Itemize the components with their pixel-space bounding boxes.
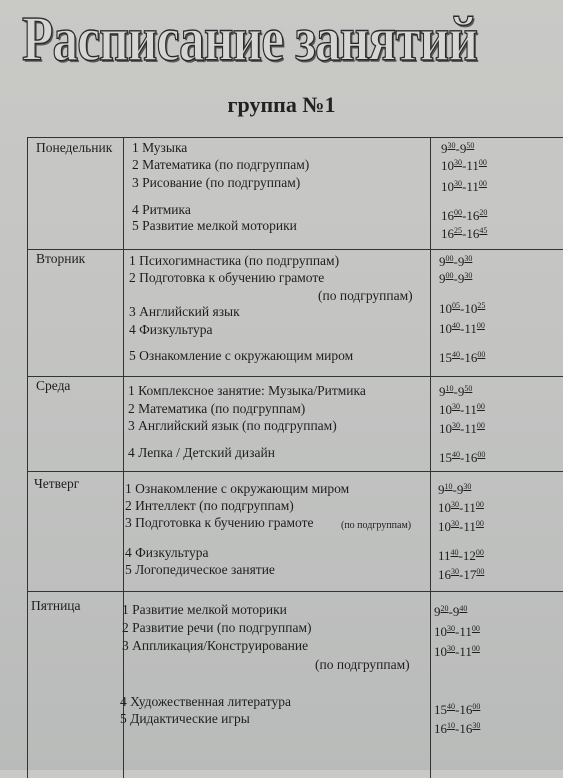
time-end-minutes: 30 (464, 271, 473, 280)
time-separator: - (459, 500, 464, 515)
time-start-minutes: 30 (447, 141, 456, 150)
time-start-hour: 10 (438, 519, 451, 534)
schedule-table (27, 137, 563, 778)
lesson-item: 2 Интеллект (по подгруппам) (125, 498, 294, 513)
time-end-minutes: 25 (477, 301, 486, 310)
row-divider (28, 376, 563, 377)
time-end-hour: 11 (464, 421, 477, 436)
lesson-item: 3 Английский язык (129, 304, 240, 319)
day-label: Четверг (34, 476, 80, 491)
time-end-hour: 17 (463, 567, 477, 582)
time-slot (439, 254, 472, 270)
time-end-minutes: 45 (479, 226, 488, 235)
time-end-hour: 11 (459, 644, 472, 659)
lesson-item: 4 Художественная литература (120, 694, 292, 709)
time-slot (441, 226, 487, 242)
time-slot (438, 482, 471, 498)
time-start-minutes: 25 (454, 226, 462, 235)
time-start-minutes: 30 (454, 158, 462, 167)
time-start-minutes: 30 (452, 421, 460, 430)
lesson-item: 3 Английский язык (по подгруппам) (128, 418, 337, 433)
time-end-hour: 9 (452, 604, 460, 619)
time-end-hour: 11 (464, 321, 477, 336)
lesson-item: 4 Физкультура (129, 322, 213, 337)
time-separator: - (455, 141, 460, 156)
time-start-minutes: 40 (452, 450, 460, 459)
lesson-item: 1 Комплексное занятие: Музыка/Ритмика (128, 383, 366, 398)
time-end-minutes: 00 (477, 350, 486, 359)
time-slot (438, 519, 484, 535)
time-end-minutes: 00 (475, 500, 484, 509)
time-start-hour: 11 (438, 548, 451, 563)
time-slot (439, 271, 472, 287)
lesson-item: (по подгруппам) (341, 520, 412, 531)
lesson-item: 3 Рисование (по подгруппам) (132, 175, 301, 190)
day-label: Пятница (31, 598, 81, 613)
lesson-item: 2 Математика (по подгруппам) (128, 401, 306, 416)
time-slot (439, 450, 485, 466)
page-title: Расписание занятий (22, 3, 478, 74)
time-start-hour: 10 (441, 179, 454, 194)
row-divider (28, 471, 563, 472)
time-end-hour: 16 (466, 226, 480, 241)
time-end-minutes: 00 (471, 624, 480, 633)
time-start-minutes: 40 (450, 548, 459, 557)
time-end-minutes: 00 (476, 421, 485, 430)
time-slot (438, 567, 484, 583)
time-separator: - (459, 519, 464, 534)
time-slot (439, 321, 485, 337)
lesson-item: 4 Лепка / Детский дизайн (128, 445, 275, 460)
time-slot (439, 301, 485, 317)
time-end-hour: 16 (459, 702, 473, 717)
time-start-hour: 9 (439, 384, 446, 399)
time-end-hour: 11 (466, 179, 479, 194)
lesson-item: 2 Математика (по подгруппам) (132, 157, 310, 172)
time-start-minutes: 20 (440, 604, 449, 613)
time-start-hour: 15 (439, 450, 452, 465)
lesson-item: 5 Логопедическое занятие (125, 562, 275, 577)
time-slot (439, 421, 485, 437)
time-start-hour: 15 (439, 350, 452, 365)
time-start-minutes: 00 (445, 271, 454, 280)
time-separator: - (455, 624, 460, 639)
lesson-item: 4 Ритмика (132, 202, 191, 217)
time-start-hour: 10 (434, 624, 447, 639)
day-label: Понедельник (36, 140, 113, 155)
time-start-minutes: 30 (447, 624, 455, 633)
time-start-minutes: 40 (452, 321, 460, 330)
time-start-hour: 9 (439, 254, 446, 269)
time-separator: - (460, 421, 465, 436)
time-separator: - (455, 702, 460, 717)
time-separator: - (460, 301, 465, 316)
time-slot (434, 702, 480, 718)
time-start-hour: 10 (441, 158, 454, 173)
time-slot (438, 500, 484, 516)
time-end-minutes: 00 (477, 450, 486, 459)
time-start-minutes: 30 (451, 500, 459, 509)
time-end-hour: 9 (459, 141, 467, 156)
time-end-minutes: 00 (478, 158, 487, 167)
lesson-item: 2 Подготовка к обучению грамоте (129, 270, 325, 285)
column-divider (123, 138, 124, 778)
time-start-minutes: 30 (452, 402, 460, 411)
time-separator: - (452, 482, 457, 497)
time-separator: - (460, 402, 465, 417)
time-end-hour: 10 (464, 301, 478, 316)
time-start-hour: 16 (441, 208, 454, 223)
time-start-minutes: 30 (447, 644, 455, 653)
time-end-minutes: 00 (476, 402, 485, 411)
time-start-hour: 10 (438, 500, 451, 515)
time-end-minutes: 30 (464, 254, 473, 263)
time-slot (441, 179, 487, 195)
time-end-hour: 16 (466, 208, 480, 223)
lesson-item: 3 Аппликация/Конструирование (122, 638, 309, 653)
time-separator: - (462, 226, 467, 241)
time-start-hour: 16 (438, 567, 451, 582)
time-separator: - (460, 450, 465, 465)
time-start-minutes: 00 (445, 254, 454, 263)
time-start-hour: 16 (441, 226, 454, 241)
time-slot (441, 208, 487, 224)
time-slot (434, 604, 467, 620)
time-end-minutes: 00 (471, 644, 480, 653)
time-end-minutes: 50 (466, 141, 475, 150)
time-separator: - (462, 158, 467, 173)
time-end-minutes: 00 (476, 321, 485, 330)
lesson-item: 2 Развитие речи (по подгруппам) (122, 620, 312, 635)
time-separator: - (453, 271, 458, 286)
lesson-item: 3 Подготовка к бучению грамоте (125, 515, 314, 530)
lesson-item: (по подгруппам) (318, 288, 413, 303)
row-divider (28, 249, 563, 250)
time-start-hour: 10 (439, 421, 452, 436)
time-start-hour: 9 (438, 482, 445, 497)
time-start-hour: 9 (441, 141, 448, 156)
time-separator: - (459, 567, 464, 582)
time-start-hour: 16 (434, 721, 447, 736)
time-end-minutes: 20 (479, 208, 488, 217)
time-slot (434, 721, 480, 737)
lesson-item: 5 Ознакомление с окружающим миром (129, 348, 354, 363)
group-heading: группа №1 (227, 92, 336, 117)
time-slot (434, 644, 480, 660)
time-start-minutes: 30 (451, 519, 459, 528)
time-start-hour: 10 (439, 321, 452, 336)
time-separator: - (460, 321, 465, 336)
lesson-item: 1 Психогимнастика (по подгруппам) (129, 253, 340, 268)
time-end-hour: 11 (463, 500, 476, 515)
time-start-minutes: 40 (452, 350, 460, 359)
time-end-hour: 12 (462, 548, 476, 563)
time-start-hour: 15 (434, 702, 447, 717)
time-slot (438, 548, 484, 564)
time-end-minutes: 00 (478, 179, 487, 188)
time-slot (439, 350, 485, 366)
time-end-hour: 11 (464, 402, 477, 417)
day-label: Вторник (36, 251, 86, 266)
lesson-item: 5 Развитие мелкой моторики (132, 218, 297, 233)
lesson-item: 4 Физкультура (125, 545, 209, 560)
time-end-minutes: 30 (472, 721, 481, 730)
time-start-minutes: 30 (451, 567, 459, 576)
time-separator: - (455, 721, 460, 736)
time-end-hour: 11 (459, 624, 472, 639)
time-end-hour: 9 (456, 482, 464, 497)
lesson-item: 1 Развитие мелкой моторики (122, 602, 287, 617)
time-end-minutes: 50 (464, 384, 473, 393)
time-end-minutes: 00 (472, 702, 481, 711)
time-start-hour: 10 (434, 644, 447, 659)
time-separator: - (453, 384, 458, 399)
time-end-hour: 9 (457, 271, 465, 286)
time-slot (439, 402, 485, 418)
time-start-hour: 10 (439, 301, 452, 316)
time-separator: - (458, 548, 463, 563)
time-separator: - (462, 179, 467, 194)
time-start-minutes: 00 (454, 208, 462, 217)
time-start-minutes: 10 (445, 384, 454, 393)
column-divider (430, 138, 431, 778)
time-slot (441, 158, 487, 174)
time-end-hour: 9 (457, 254, 465, 269)
time-slot (439, 384, 472, 400)
time-end-minutes: 30 (463, 482, 472, 491)
time-separator: - (455, 644, 460, 659)
time-end-hour: 16 (464, 350, 478, 365)
time-end-hour: 16 (464, 450, 478, 465)
time-end-hour: 11 (466, 158, 479, 173)
time-start-hour: 10 (439, 402, 452, 417)
time-start-minutes: 40 (447, 702, 455, 711)
day-label: Среда (36, 378, 71, 393)
lesson-item: (по подгруппам) (315, 657, 410, 672)
time-end-minutes: 00 (475, 548, 484, 557)
time-separator: - (448, 604, 453, 619)
time-separator: - (462, 208, 467, 223)
time-start-hour: 9 (439, 271, 446, 286)
time-end-minutes: 00 (475, 519, 484, 528)
time-slot (434, 624, 480, 640)
time-end-minutes: 40 (459, 604, 468, 613)
time-separator: - (453, 254, 458, 269)
time-start-minutes: 30 (454, 179, 462, 188)
row-divider (28, 591, 563, 592)
time-start-minutes: 10 (447, 721, 455, 730)
time-end-hour: 16 (459, 721, 473, 736)
lesson-item: 5 Дидактические игры (120, 711, 250, 726)
time-end-hour: 9 (457, 384, 465, 399)
lesson-item: 1 Музыка (132, 140, 188, 155)
lesson-item: 1 Ознакомление с окружающим миром (125, 481, 350, 496)
time-end-hour: 11 (463, 519, 476, 534)
time-start-hour: 9 (434, 604, 441, 619)
time-slot (441, 141, 474, 157)
time-separator: - (460, 350, 465, 365)
time-start-minutes: 05 (452, 301, 460, 310)
time-start-minutes: 10 (444, 482, 453, 491)
time-end-minutes: 00 (476, 567, 485, 576)
